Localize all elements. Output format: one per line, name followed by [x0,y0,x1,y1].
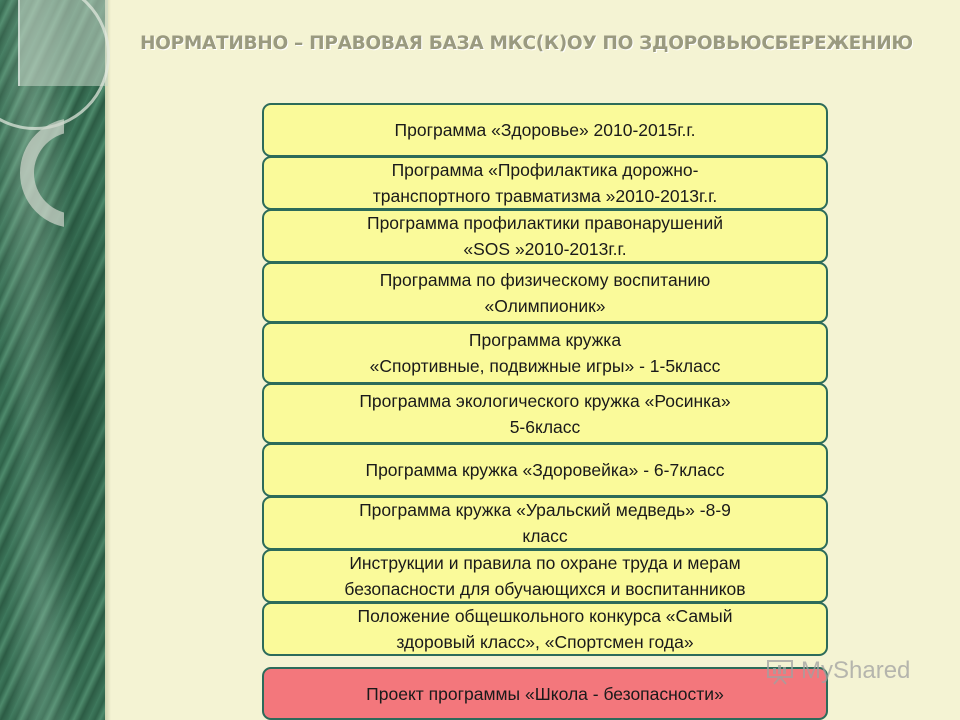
program-line: Инструкции и правила по охране труда и мерам [349,553,741,573]
program-line: Программа кружка «Здоровейка» - 6-7класс [365,460,725,480]
program-line: Программа кружка [468,330,622,350]
program-box-9 [262,549,828,603]
program-line: класс [522,526,568,546]
program-line: здоровый класс», «Спортсмен года» [396,632,694,652]
watermark [765,656,910,686]
program-line: Проект программы «Школа - безопасности» [366,683,724,704]
program-line: Программа профилактики правонарушений [367,213,723,233]
program-box-11 [262,667,828,720]
program-line: Программа по физическому воспитанию [379,269,711,290]
program-line: Программа «Здоровье» 2010-2015г.г. [394,120,696,140]
program-box-2 [262,156,828,210]
watermark-text: MyShared [801,657,911,684]
program-line: Программа кружка «Уральский медведь» -8-9 [359,500,731,520]
slide-title: НОРМАТИВНО – ПРАВОВАЯ БАЗА МКС(К)ОУ ПО ЗДОРОВЬЮСБЕРЕЖЕНИЮ [140,33,913,54]
program-line: безопасности для обучающихся и воспитанников [344,579,746,599]
program-line: 5-6класс [509,416,581,437]
program-line: Программа экологического кружка «Росинка» [359,390,731,411]
program-box-5 [262,322,828,384]
program-line: транспортного травматизма »2010-2013г.г. [372,186,718,206]
program-box-1 [262,103,828,157]
program-box-7 [262,443,828,497]
program-box-3 [262,209,828,263]
presentation-icon [765,656,795,686]
program-box-10 [262,602,828,656]
sidebar-edge [105,0,111,720]
program-box-4 [262,262,828,323]
program-line: «Олимпионик» [484,295,606,316]
program-line: Программа «Профилактика дорожно- [391,160,699,180]
program-line: «Спортивные, подвижные игры» - 1-5класс [369,356,721,376]
program-line: «SOS »2010-2013г.г. [463,239,627,259]
program-box-8 [262,496,828,550]
program-line: Положение общешкольного конкурса «Самый [357,606,733,626]
program-box-6 [262,383,828,444]
